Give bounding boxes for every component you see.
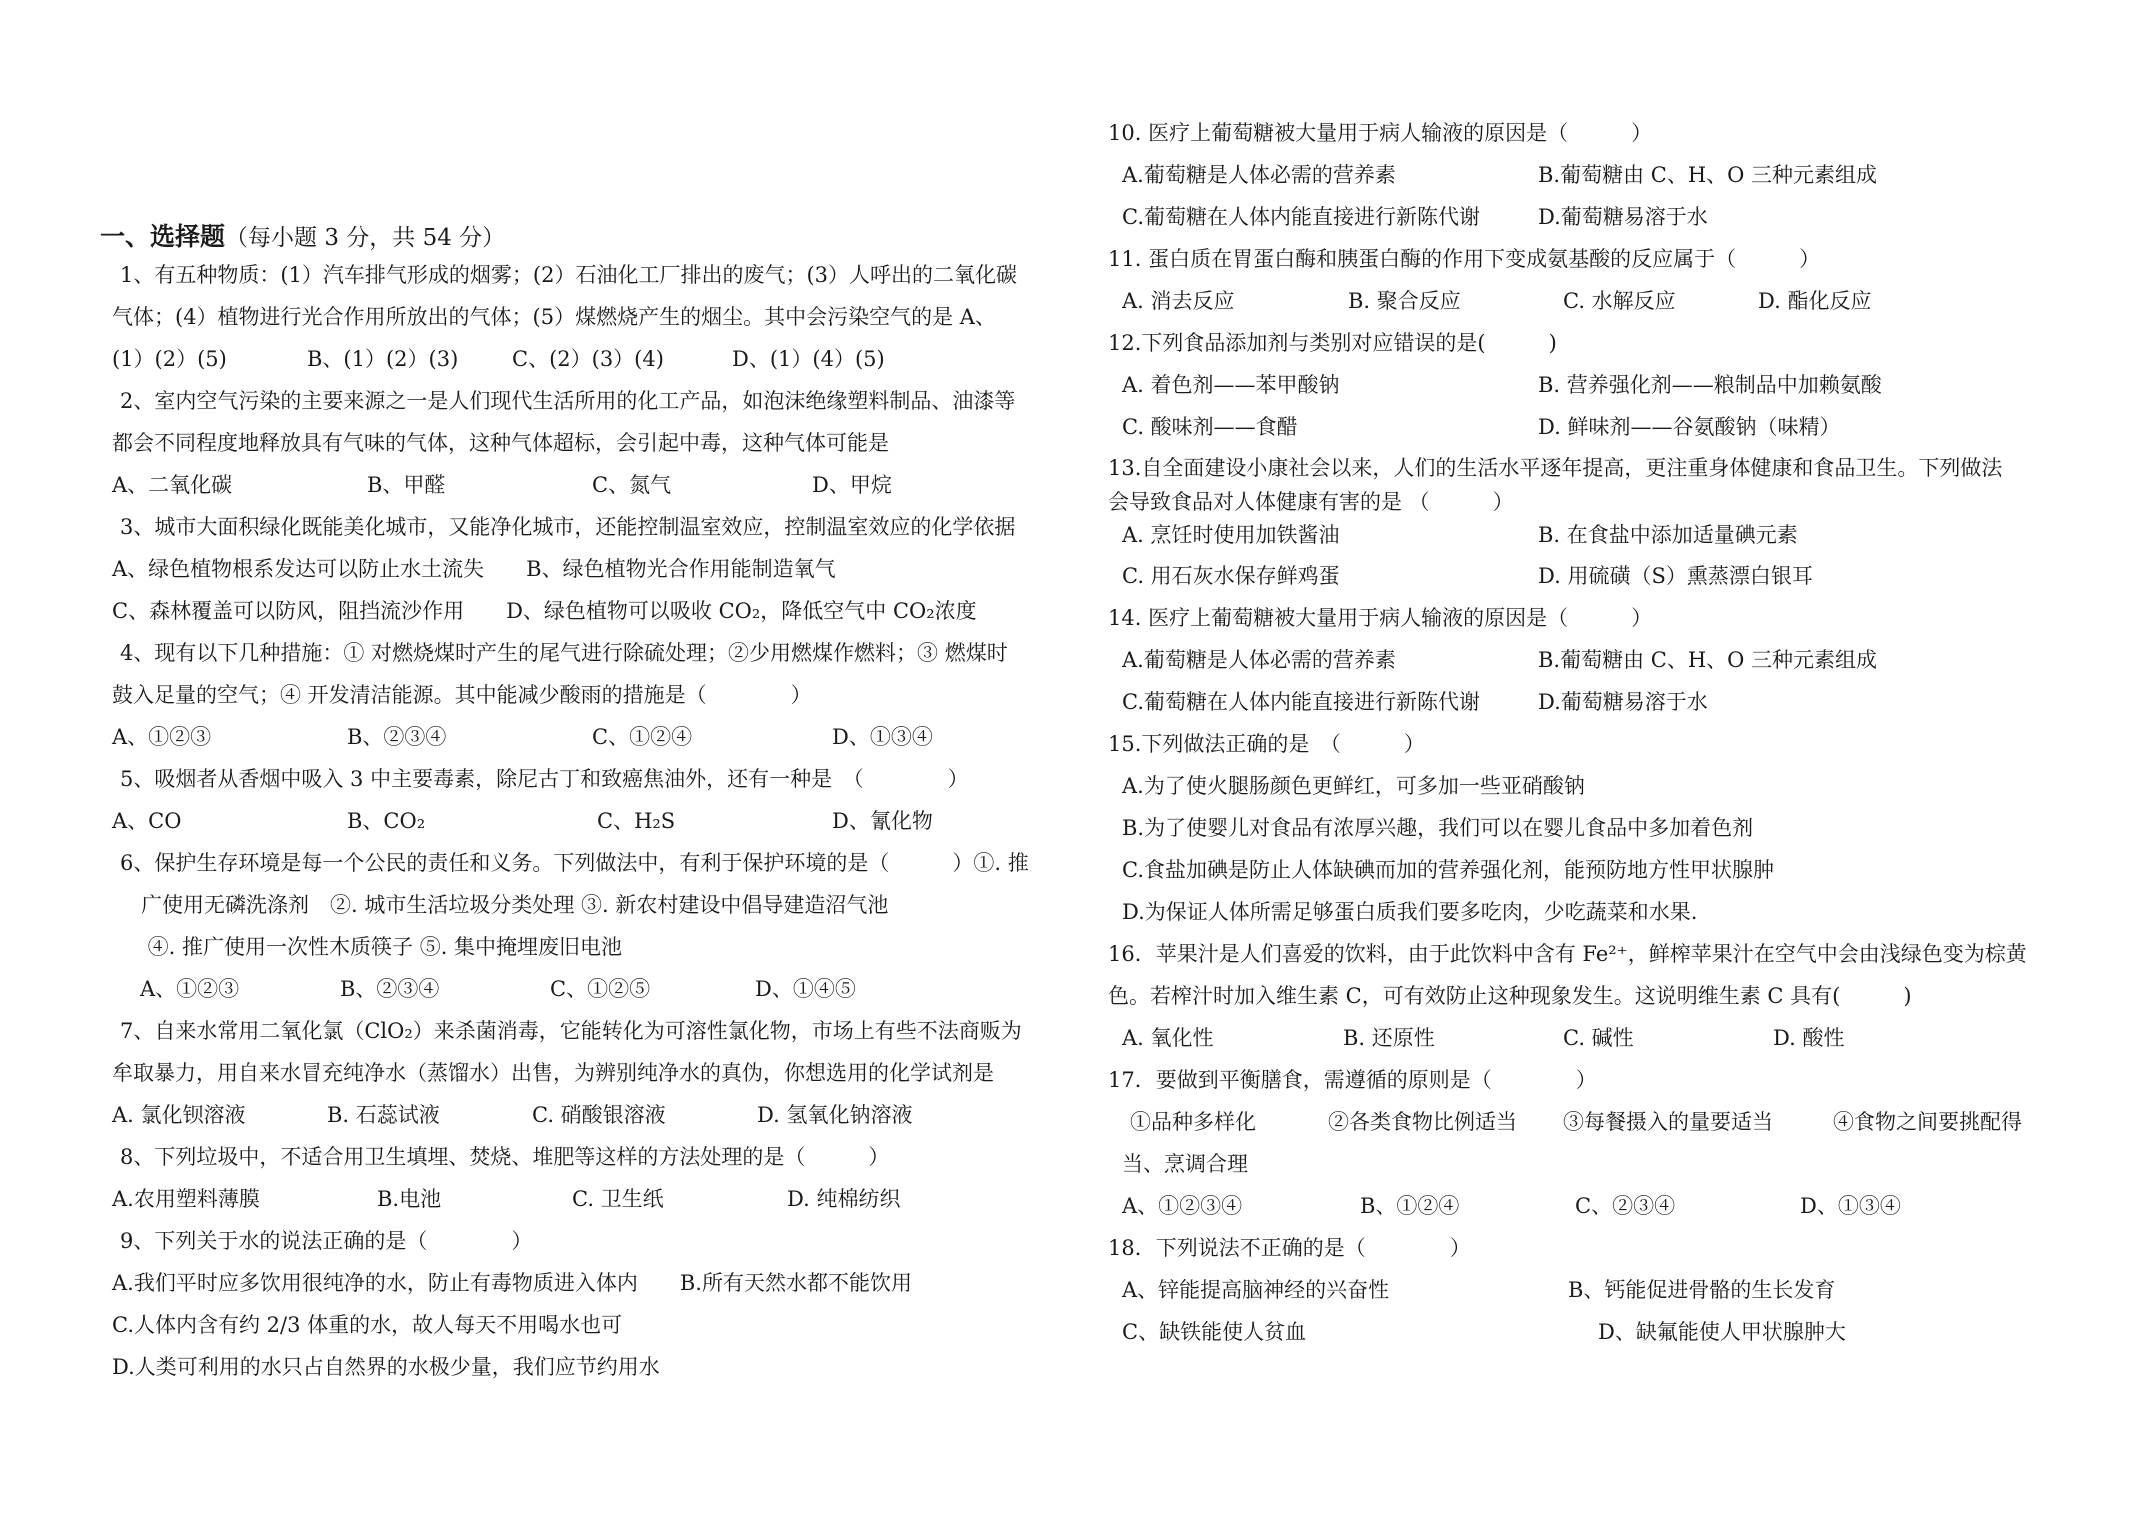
right-line — [1108, 981, 1912, 1011]
right-line — [1122, 771, 1585, 801]
left-line-text: 8、下列垃圾中，不适合用卫生填埋、焚烧、堆肥等这样的方法处理的是（ ） — [120, 1145, 890, 1169]
left-line — [120, 890, 888, 920]
right-option: B.葡萄糖由 C、H、O 三种元素组成 — [1538, 163, 1878, 187]
left-option: D. 纯棉纺织 — [787, 1187, 901, 1211]
left-option: B. 石蕊试液 — [327, 1103, 440, 1127]
left-line-text: D.人类可利用的水只占自然界的水极少量，我们应节约用水 — [112, 1355, 660, 1379]
right-option: B、①②④ — [1360, 1194, 1460, 1218]
left-line-text: 7、自来水常用二氧化氯（ClO₂）来杀菌消毒，它能转化为可溶性氯化物，市场上有些不法商贩为 — [120, 1019, 1022, 1043]
left-option: C、①②④ — [592, 725, 693, 749]
left-option: B.电池 — [377, 1187, 442, 1211]
right-option: D. 鲜味剂——谷氨酸钠（味精） — [1538, 415, 1841, 439]
right-option: A、①②③④ — [1122, 1194, 1243, 1218]
left-line — [112, 1268, 912, 1298]
left-line — [112, 1058, 994, 1088]
right-option: D. 酯化反应 — [1758, 289, 1872, 313]
left-option: A、①②③ — [140, 977, 240, 1001]
right-line-text: D.为保证人体所需足够蛋白质我们要多吃肉，少吃蔬菜和水果. — [1122, 900, 1698, 924]
left-line — [120, 848, 1029, 878]
right-option: C. 酸味剂——食醋 — [1122, 415, 1298, 439]
right-line-text: C.食盐加碘是防止人体缺碘而加的营养强化剂，能预防地方性甲状腺肿 — [1122, 858, 1774, 882]
right-line — [1108, 453, 2002, 483]
right-option: A.葡萄糖是人体必需的营养素 — [1122, 648, 1396, 672]
right-line-text: 会导致食品对人体健康有害的是 （ ） — [1108, 490, 1514, 514]
left-line — [112, 302, 996, 332]
left-line — [120, 1226, 532, 1256]
right-line-text: 16．苹果汁是人们喜爱的饮料，由于此饮料中含有 Fe²⁺，鲜榨苹果汁在空气中会由浅绿色变为棕黄 — [1108, 942, 2027, 966]
right-line-text: 18．下列说法不正确的是（ ） — [1108, 1236, 1471, 1260]
right-option: D.葡萄糖易溶于水 — [1538, 690, 1708, 714]
left-line-text: 鼓入足量的空气；④ 开发清洁能源。其中能减少酸雨的措施是（ ） — [112, 683, 812, 707]
right-line-text: 15.下列做法正确的是 （ ） — [1108, 732, 1425, 756]
right-option: A、锌能提高脑神经的兴奋性 — [1122, 1278, 1390, 1302]
right-line-text: 12.下列食品添加剂与类别对应错误的是( ) — [1108, 331, 1557, 355]
left-line-text: 都会不同程度地释放具有气味的气体，这种气体超标，会引起中毒，这种气体可能是 — [112, 431, 889, 455]
right-option: C、缺铁能使人贫血 — [1122, 1320, 1307, 1344]
right-line-text: 17．要做到平衡膳食，需遵循的原则是（ ） — [1108, 1068, 1597, 1092]
right-line — [1108, 118, 1652, 148]
right-line-text: 14. 医疗上葡萄糖被大量用于病人输液的原因是（ ） — [1108, 606, 1653, 630]
left-option: B、甲醛 — [367, 473, 446, 497]
left-line-text: 气体；(4）植物进行光合作用所放出的气体；(5）煤燃烧产生的烟尘。其中会污染空气的是 A、 — [112, 305, 996, 329]
left-line-text: 4、现有以下几种措施：① 对燃烧煤时产生的尾气进行除硫处理；②少用燃煤作燃料；③ 燃煤时 — [120, 641, 1008, 665]
right-line — [1122, 813, 1753, 843]
left-option: C、氮气 — [592, 473, 672, 497]
left-option: B、CO₂ — [347, 809, 426, 833]
right-line — [1108, 729, 1425, 759]
right-line — [1108, 603, 1652, 633]
left-line-text: 牟取暴力，用自来水冒充纯净水（蒸馏水）出售，为辨别纯净水的真伪，你想选用的化学试剂是 — [112, 1061, 994, 1085]
left-line — [120, 638, 1008, 668]
left-line-text: 5、吸烟者从香烟中吸入 3 中主要毒素，除尼古丁和致癌焦油外，还有一种是 （ ） — [120, 767, 969, 791]
left-option: D、甲烷 — [812, 473, 892, 497]
left-line-text: A.我们平时应多饮用很纯净的水，防止有毒物质进入体内 B.所有天然水都不能饮用 — [112, 1271, 912, 1295]
left-line-text: 6、保护生存环境是每一个公民的责任和义务。下列做法中，有利于保护环境的是（ ）①. 推 — [120, 851, 1029, 875]
left-line — [120, 1016, 1022, 1046]
right-line — [1108, 328, 1557, 358]
left-line-text: 9、下列关于水的说法正确的是（ ） — [120, 1229, 533, 1253]
left-option: D、①④⑤ — [755, 977, 856, 1001]
right-line-text: 色。若榨汁时加入维生素 C，可有效防止这种现象发生。这说明维生素 C 具有( ) — [1108, 984, 1912, 1008]
right-option: ①品种多样化 — [1130, 1110, 1256, 1134]
left-option: C. 卫生纸 — [572, 1187, 664, 1211]
left-option: C、①②⑤ — [550, 977, 651, 1001]
left-option: A、CO — [112, 809, 182, 833]
section-subtitle: （每小题 3 分，共 54 分） — [225, 225, 506, 251]
right-line — [1108, 244, 1820, 274]
right-line-text: B.为了使婴儿对食品有浓厚兴趣，我们可以在婴儿食品中多加着色剂 — [1122, 816, 1754, 840]
left-line — [112, 596, 977, 626]
right-option: C.葡萄糖在人体内能直接进行新陈代谢 — [1122, 690, 1480, 714]
left-option: A. 氯化钡溶液 — [112, 1103, 246, 1127]
left-line — [120, 260, 1017, 290]
right-option: C.葡萄糖在人体内能直接进行新陈代谢 — [1122, 205, 1480, 229]
section-title: 一、选择题 — [100, 222, 226, 251]
left-line-text: 1、有五种物质：(1）汽车排气形成的烟雾；(2）石油化工厂排出的废气；(3）人呼出的二氧化碳 — [120, 263, 1018, 287]
left-line-text: ④. 推广使用一次性木质筷子 ⑤. 集中掩埋废旧电池 — [120, 935, 623, 959]
left-option: A、①②③ — [112, 725, 212, 749]
right-option: A. 烹饪时使用加铁酱油 — [1122, 523, 1340, 547]
right-line-text: 13.自全面建设小康社会以来，人们的生活水平逐年提高，更注重身体健康和食品卫生。下列做法 — [1108, 456, 2003, 480]
right-line — [1108, 1233, 1471, 1263]
left-option: D、氰化物 — [832, 809, 933, 833]
right-option: B. 营养强化剂——粮制品中加赖氨酸 — [1538, 373, 1882, 397]
right-line-text: A.为了使火腿肠颜色更鲜红，可多加一些亚硝酸钠 — [1122, 774, 1585, 798]
right-option: C. 碱性 — [1563, 1026, 1634, 1050]
left-line — [112, 1352, 660, 1382]
left-option: (1）(2）(5) — [112, 347, 227, 371]
left-option: A.农用塑料薄膜 — [112, 1187, 260, 1211]
left-line — [120, 512, 1015, 542]
right-line-text: 10. 医疗上葡萄糖被大量用于病人输液的原因是（ ） — [1108, 121, 1653, 145]
right-option: B. 在食盐中添加适量碘元素 — [1538, 523, 1798, 547]
right-option: D、缺氟能使人甲状腺肿大 — [1598, 1320, 1846, 1344]
left-line — [112, 428, 889, 458]
left-option: D、①③④ — [832, 725, 933, 749]
right-option: C、②③④ — [1575, 1194, 1676, 1218]
left-option: B、②③④ — [340, 977, 440, 1001]
left-line — [112, 554, 836, 584]
right-option: ④食物之间要挑配得 — [1833, 1110, 2022, 1134]
left-option: A、二氧化碳 — [112, 473, 233, 497]
right-line — [1108, 487, 1514, 517]
left-line — [120, 386, 1015, 416]
left-option: B、(1）(2）(3) — [307, 347, 459, 371]
left-option: D、(1）(4）(5) — [732, 347, 885, 371]
left-line-text: 2、室内空气污染的主要来源之一是人们现代生活所用的化工产品，如泡沫绝缘塑料制品、油漆等 — [120, 389, 1016, 413]
right-option: C. 水解反应 — [1563, 289, 1676, 313]
left-line-text: A、绿色植物根系发达可以防止水土流失 B、绿色植物光合作用能制造氧气 — [112, 557, 836, 581]
left-line-text: C、森林覆盖可以防风，阻挡流沙作用 D、绿色植物可以吸收 CO₂，降低空气中 CO₂浓度 — [112, 599, 977, 623]
left-line — [112, 680, 812, 710]
right-option: A. 着色剂——苯甲酸钠 — [1122, 373, 1340, 397]
left-line — [120, 764, 969, 794]
right-line — [1122, 1149, 1248, 1179]
left-line-text: C.人体内含有约 2/3 体重的水，故人每天不用喝水也可 — [112, 1313, 623, 1337]
right-option: ③每餐摄入的量要适当 — [1563, 1110, 1773, 1134]
right-line-text: 当、烹调合理 — [1122, 1152, 1248, 1176]
left-option: C. 硝酸银溶液 — [532, 1103, 666, 1127]
right-option: D.葡萄糖易溶于水 — [1538, 205, 1708, 229]
right-option: D. 用硫磺（S）熏蒸漂白银耳 — [1538, 564, 1813, 588]
right-option: B. 还原性 — [1343, 1026, 1435, 1050]
right-line-text: 11. 蛋白质在胃蛋白酶和胰蛋白酶的作用下变成氨基酸的反应属于（ ） — [1108, 247, 1821, 271]
right-option: ②各类食物比例适当 — [1328, 1110, 1517, 1134]
left-line — [120, 1142, 889, 1172]
left-option: D. 氢氧化钠溶液 — [757, 1103, 913, 1127]
right-line — [1122, 897, 1697, 927]
left-option: C、H₂S — [597, 809, 676, 833]
right-option: D、①③④ — [1800, 1194, 1901, 1218]
right-line — [1108, 1065, 1597, 1095]
left-option: C、(2）(3）(4) — [512, 347, 664, 371]
right-line — [1122, 855, 1774, 885]
right-option: A. 消去反应 — [1122, 289, 1235, 313]
right-option: A.葡萄糖是人体必需的营养素 — [1122, 163, 1396, 187]
right-option: B.葡萄糖由 C、H、O 三种元素组成 — [1538, 648, 1878, 672]
section-title-row — [100, 220, 505, 254]
right-option: C. 用石灰水保存鲜鸡蛋 — [1122, 564, 1340, 588]
right-line — [1108, 939, 2027, 969]
left-option: B、②③④ — [347, 725, 447, 749]
left-line-text: 3、城市大面积绿化既能美化城市，又能净化城市，还能控制温室效应，控制温室效应的化学依据 — [120, 515, 1016, 539]
right-option: B、钙能促进骨骼的生长发育 — [1568, 1278, 1836, 1302]
left-line — [112, 1310, 622, 1340]
right-option: B. 聚合反应 — [1348, 289, 1461, 313]
left-line — [120, 932, 622, 962]
left-line-text: 广使用无磷洗涤剂 ②. 城市生活垃圾分类处理 ③. 新农村建设中倡导建造沼气池 — [120, 893, 889, 917]
right-option: A. 氧化性 — [1122, 1026, 1214, 1050]
right-option: D. 酸性 — [1773, 1026, 1845, 1050]
